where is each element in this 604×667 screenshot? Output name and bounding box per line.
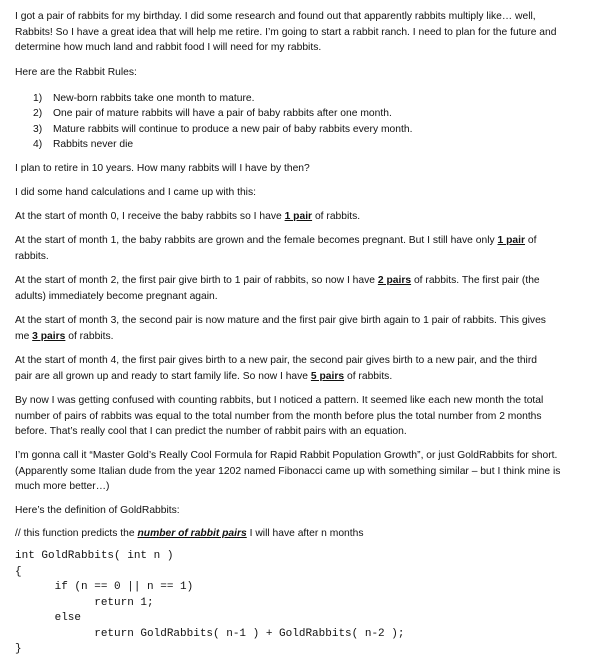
rule-item-1 [33, 91, 254, 107]
rule-item-4 [33, 137, 133, 153]
month-2-text: At the start of month 2, the first pair give birth to 1 pair of rabbits, so now I have [15, 275, 378, 286]
formula-line-2: (Apparently some Italian dude from the year 1202 named Fibonacci came up with something similar – but I think mine is [15, 465, 561, 477]
month-3-paragraph [15, 313, 593, 344]
code-line-2: { [15, 566, 22, 578]
rule-text: New-born rabbits take one month to mature. [53, 93, 255, 104]
month-1-line-2: rabbits. [15, 250, 49, 262]
month-4-tail: of rabbits. [344, 370, 393, 382]
month-4-count: 5 pairs [310, 370, 345, 382]
hand-calc-text: I did some hand calculations and I came up with this: [15, 187, 256, 198]
pattern-line-2: number of pairs of rabbits was equal to the total number from the month before plus the total number from 2 months [15, 410, 542, 422]
formula-paragraph [15, 448, 593, 495]
rule-text: Rabbits never die [53, 139, 134, 150]
month-0-paragraph [15, 209, 593, 225]
intro-paragraph [15, 9, 593, 56]
month-1-paragraph [15, 233, 593, 264]
month-4-line-1: At the start of month 4, the first pair gives birth to a new pair, the second pair gives birth to a new pair, and the third [15, 355, 537, 366]
pattern-line-1: By now I was getting confused with counting rabbits, but I noticed a pattern. It seemed like each new month the total [15, 395, 544, 406]
rule-text: One pair of mature rabbits will have a pair of baby rabbits after one month. [53, 108, 392, 119]
definition-heading: Here’s the definition of GoldRabbits: [15, 505, 180, 516]
comment-emphasis: number of rabbit pairs [137, 528, 247, 539]
pattern-paragraph [15, 393, 593, 440]
code-line-6: return GoldRabbits( n-1 ) + GoldRabbits( n-2 ); [15, 628, 405, 640]
month-2-paragraph [15, 273, 593, 304]
month-0-tail: of rabbits. [312, 211, 361, 222]
month-3-tail: of rabbits. [65, 330, 114, 342]
code-line-4: return 1; [15, 597, 154, 609]
month-2-tail: of rabbits. The first pair (the [411, 275, 540, 286]
retire-question: I plan to retire in 10 years. How many rabbits will I have by then? [15, 163, 310, 174]
month-0-text: At the start of month 0, I receive the baby rabbits so I have [15, 211, 285, 222]
comment-tail: I will have after n months [246, 528, 364, 539]
code-comment [15, 526, 593, 542]
rule-number: 4) [33, 139, 43, 150]
intro-line-1: I got a pair of rabbits for my birthday. I did some research and found out that apparently rabbits multiply like… well, [15, 11, 536, 22]
month-1-tail: of [525, 235, 537, 246]
code-line-5: else [15, 612, 82, 624]
rule-number: 3) [33, 124, 43, 135]
code-line-3: if (n == 0 || n == 1) [15, 581, 194, 593]
rule-number: 1) [33, 93, 43, 104]
month-4-text: pair are all grown up and ready to start family life. So now I have [15, 370, 311, 382]
intro-line-3: determine how much land and rabbit food I will need for my rabbits. [15, 42, 322, 54]
code-line-7: } [15, 643, 22, 655]
formula-line-1: I’m gonna call it “Master Gold’s Really Cool Formula for Rapid Rabbit Population Growth”, or just GoldRabbits for short. [15, 450, 558, 461]
pattern-line-3: before. That’s really cool that I can predict the number of rabbit pairs with an equation. [15, 426, 407, 438]
rule-item-2 [33, 106, 392, 122]
month-1-count: 1 pair [497, 235, 525, 246]
month-1-text: At the start of month 1, the baby rabbits are grown and the female becomes pregnant. But I still have only [15, 235, 498, 246]
code-line-1: int GoldRabbits( int n ) [15, 550, 174, 562]
month-0-count: 1 pair [284, 211, 313, 222]
formula-line-3: much more better…) [15, 481, 110, 493]
month-2-line-2: adults) immediately become pregnant again. [15, 290, 218, 302]
rules-heading: Here are the Rabbit Rules: [15, 67, 137, 78]
month-3-line-1: At the start of month 3, the second pair is now mature and the first pair give birth again to 1 pair of rabbits. This gives [15, 315, 546, 326]
rule-text: Mature rabbits will continue to produce a new pair of baby rabbits every month. [53, 124, 413, 135]
rule-number: 2) [33, 108, 43, 119]
rule-item-3 [33, 122, 412, 138]
month-2-count: 2 pairs [377, 275, 412, 286]
month-4-paragraph [15, 353, 593, 384]
month-3-count: 3 pairs [32, 330, 66, 342]
intro-line-2: Rabbits! So I have a great idea that will help me retire. I’m going to start a rabbit ranch. I need to plan for the future and [15, 26, 557, 38]
comment-text: // this function predicts the [15, 528, 138, 539]
month-3-text: me [15, 330, 33, 342]
